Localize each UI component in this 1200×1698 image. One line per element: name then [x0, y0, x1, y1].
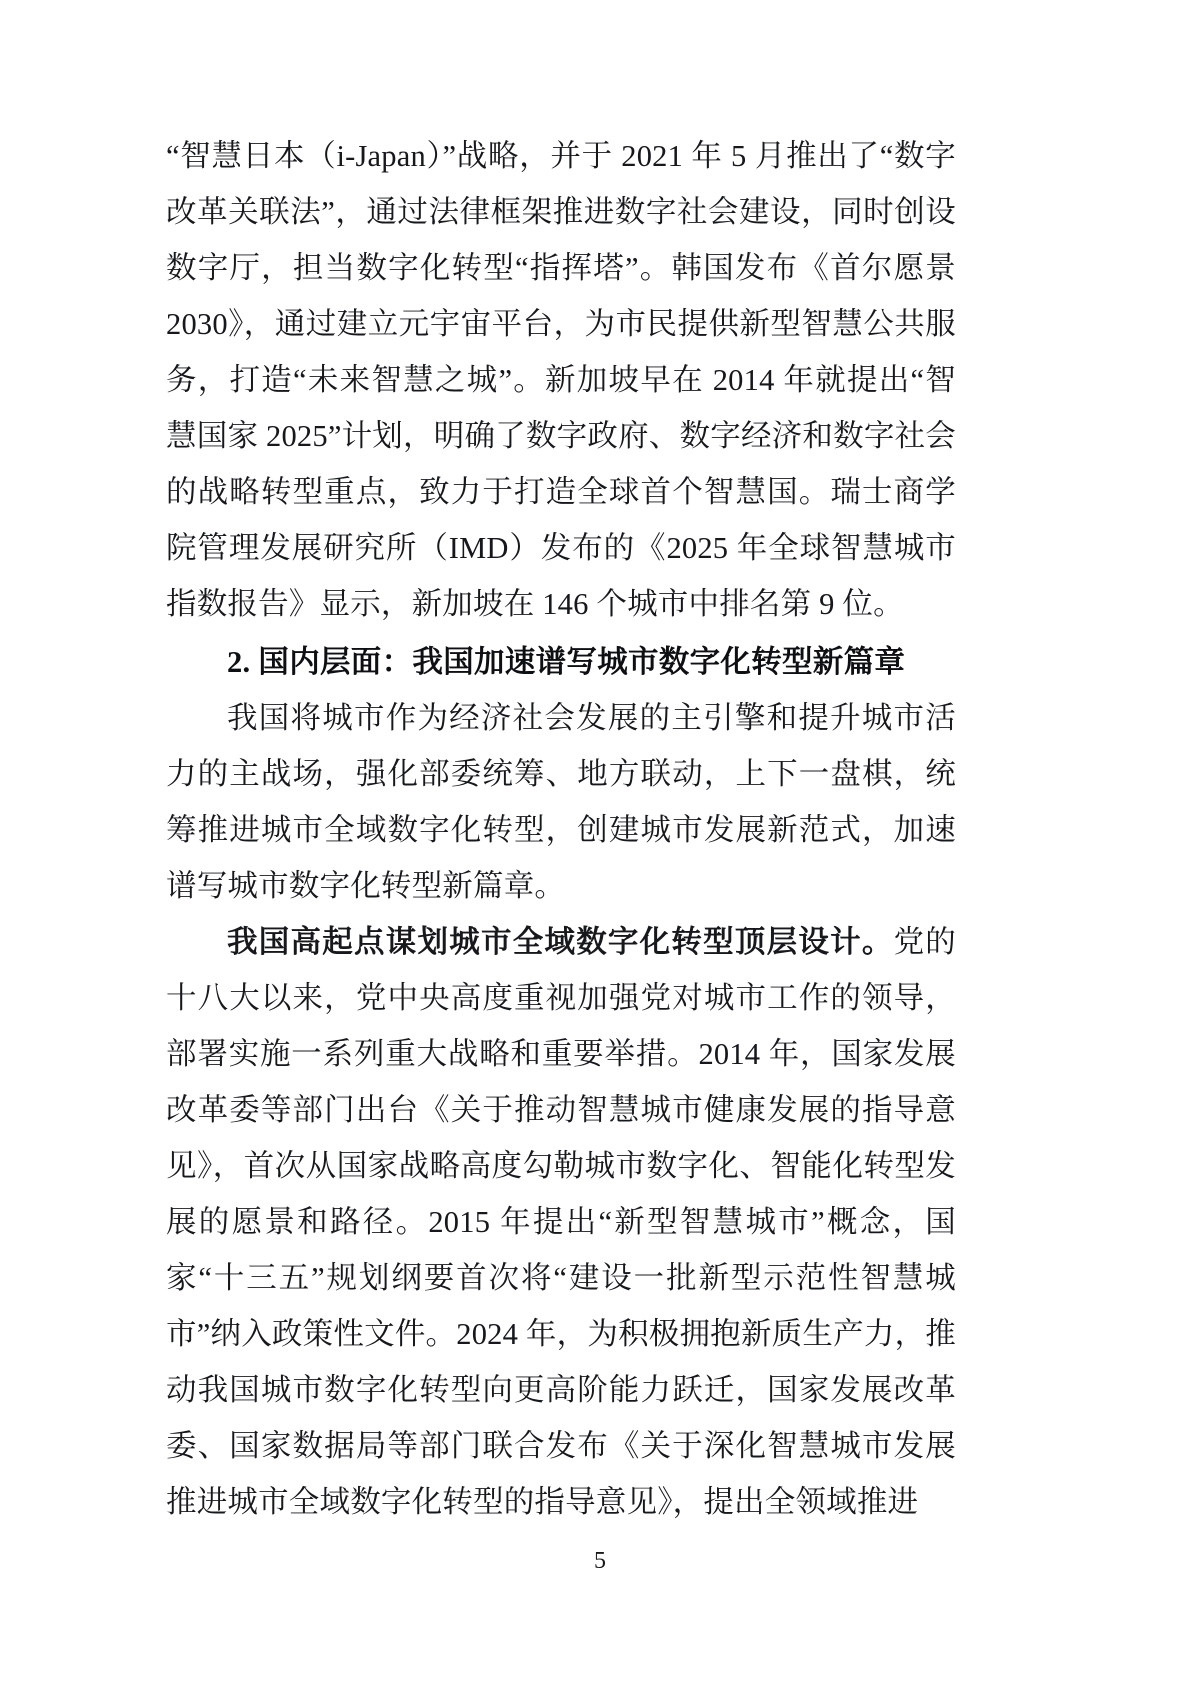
body-paragraph-overview: 我国将城市作为经济社会发展的主引擎和提升城市活力的主战场，强化部委统筹、地方联动，上下一盘棋，统筹推进城市全域数字化转型，创建城市发展新范式，加速谱写城市数字化转型新篇章。 — [166, 701, 956, 903]
body-paragraph-topdesign — [166, 914, 956, 1530]
body-paragraph-continued: “智慧日本（i-Japan）”战略，并于 2021 年 5 月推出了“数字改革关联法”，通过法律框架推进数字社会建设，同时创设数字厅，担当数字化转型“指挥塔”。韩国发布《首尔愿景 2030》，通过建立元宇宙平台，为市民提供新型智慧公共服务，打造“未来智慧之城”。新加坡早在 2014 年就提出“智慧国家 2025”计划，明确了数字政府、数字经济和数字社会的战略转型重点，致力于打造全球首个智慧国。瑞士商学院管理发展研究所（IMD）发布的《2025 年全球智慧城市指数报告》显示，新加坡在 146 个城市中排名第 9 位。 — [166, 139, 956, 621]
page-body — [166, 128, 956, 1530]
paragraph-lead-bold: 我国高起点谋划城市全域数字化转型顶层设计。 — [227, 925, 894, 959]
paragraph-body-text: 党的十八大以来，党中央高度重视加强党对城市工作的领导，部署实施一系列重大战略和重要举措。2014 年，国家发展改革委等部门出台《关于推动智慧城市健康发展的指导意见》，首次从国家战略高度勾勒城市数字化、智能化转型发展的愿景和路径。2015 年提出“新型智慧城市”概念，国家“十三五”规划纲要首次将“建设一批新型示范性智慧城市”纳入政策性文件。2024 年，为积极拥抱新质生产力，推动我国城市数字化转型向更高阶能力跃迁，国家发展改革委、国家数据局等部门联合发布《关于深化智慧城市发展 推进城市全域数字化转型的指导意见》，提出全领域推进 — [166, 925, 956, 1519]
page-number: 5 — [594, 1548, 606, 1574]
section-heading-domestic: 2. 国内层面：我国加速谱写城市数字化转型新篇章 — [227, 645, 906, 679]
